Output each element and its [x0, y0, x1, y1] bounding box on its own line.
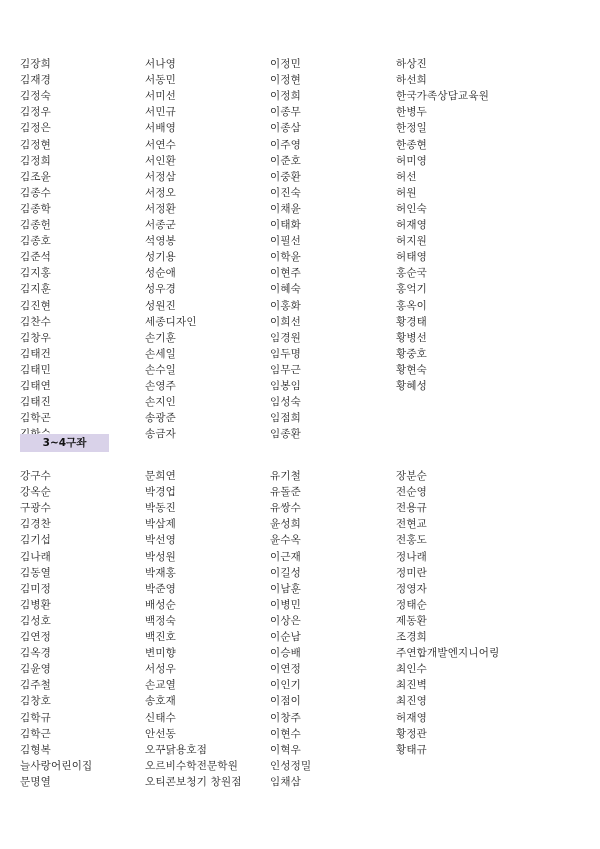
donor-name: 이근재 [270, 550, 302, 563]
donor-name: 황정관 [396, 727, 428, 740]
donor-name: 오티콘보청기 창원점 [145, 775, 242, 788]
donor-name: 박선영 [145, 534, 177, 547]
donor-name: 김병환 [20, 598, 52, 611]
donor-name: 성원진 [145, 299, 177, 312]
donor-name: 한병두 [396, 106, 428, 119]
donor-name: 이혜숙 [270, 283, 302, 296]
donor-name: 이혁우 [270, 743, 302, 756]
donor-name: 손세일 [145, 347, 177, 360]
donor-name: 인성정밀 [270, 759, 312, 772]
donor-name: 조경희 [396, 631, 428, 643]
donor-name: 유돌준 [270, 486, 302, 499]
donor-name: 이점이 [270, 695, 302, 708]
donor-name: 오르비수학전문학원 [145, 759, 239, 772]
donor-name: 배성순 [145, 598, 177, 611]
donor-name: 허지원 [396, 235, 428, 248]
donor-name: 이창주 [270, 711, 302, 724]
donor-name: 성순애 [145, 267, 177, 280]
donor-name: 김학규 [20, 711, 52, 724]
donor-name: 홍순국 [396, 267, 428, 280]
donor-name: 성우경 [145, 283, 177, 296]
donor-name: 이길성 [270, 566, 302, 579]
donor-name: 이홍화 [270, 299, 302, 312]
donor-name: 손수일 [145, 363, 177, 376]
donor-name: 김연정 [20, 631, 52, 643]
donor-name: 안선동 [145, 727, 177, 740]
donor-name: 송광준 [145, 412, 177, 425]
donor-name: 석영봉 [145, 235, 177, 248]
donor-name: 서나영 [145, 58, 177, 70]
donor-name: 최진벽 [396, 679, 428, 692]
donor-name: 이진숙 [270, 186, 302, 199]
donor-name: 이상은 [270, 614, 302, 627]
donor-name: 허태영 [396, 251, 428, 264]
donor-name: 변미향 [145, 647, 177, 660]
donor-name: 유기철 [270, 470, 302, 482]
donor-name: 이태화 [270, 219, 302, 231]
donor-name: 임경원 [270, 331, 302, 344]
donor-name: 김종호 [20, 235, 52, 248]
donor-name: 김성호 [20, 614, 52, 627]
donor-name: 김동열 [20, 566, 52, 579]
donor-name: 이희선 [270, 315, 302, 328]
donor-name: 한국가족상담교육원 [396, 90, 490, 103]
donor-name: 서성우 [145, 663, 177, 676]
donor-name: 문명열 [20, 775, 52, 788]
donor-name: 이순남 [270, 631, 302, 643]
donor-name: 김태건 [20, 347, 52, 360]
donor-name: 이종무 [270, 106, 302, 119]
donor-name: 서종군 [145, 219, 177, 231]
donor-name: 정태순 [396, 598, 428, 611]
donor-name: 김창호 [20, 695, 52, 708]
donor-name: 이채윤 [270, 202, 302, 215]
donor-name: 김재경 [20, 74, 52, 87]
donor-name: 최인수 [396, 663, 428, 676]
donor-name: 김조윤 [20, 170, 52, 183]
donor-name: 이인기 [270, 679, 302, 692]
donor-name: 임봉임 [270, 380, 302, 392]
donor-name: 이정민 [270, 58, 302, 70]
donor-name: 김정우 [20, 106, 52, 119]
donor-name: 윤수옥 [270, 534, 302, 547]
donor-name: 송금자 [145, 428, 177, 441]
donor-name: 박준영 [145, 582, 177, 595]
donor-name: 이승배 [270, 647, 302, 660]
donor-name: 김윤영 [20, 663, 52, 676]
donor-name: 김태민 [20, 363, 52, 376]
donor-name: 허미영 [396, 154, 428, 167]
donor-name: 김진현 [20, 299, 52, 312]
donor-name: 김지홍 [20, 267, 52, 280]
donor-name: 임두명 [270, 347, 302, 360]
donor-name: 늘사랑어린이집 [20, 759, 93, 772]
donor-name: 최진영 [396, 695, 428, 708]
donor-name: 임종환 [270, 428, 302, 441]
donor-name: 강옥순 [20, 486, 52, 499]
donor-name: 허재영 [396, 711, 428, 724]
donor-name: 김옥경 [20, 647, 52, 660]
donor-name: 허원 [396, 186, 417, 199]
donor-name: 정미란 [396, 566, 428, 579]
donor-name: 신태수 [145, 711, 177, 724]
donor-name: 서배영 [145, 122, 177, 135]
donor-name: 이병민 [270, 598, 302, 611]
donor-name: 한종현 [396, 138, 428, 151]
donor-name: 전용규 [396, 502, 428, 515]
donor-name: 세종디자인 [145, 315, 197, 328]
donor-name: 허인숙 [396, 202, 428, 215]
donor-name: 황태규 [396, 743, 428, 756]
donor-name: 윤성희 [270, 518, 302, 531]
donor-name: 홍억기 [396, 283, 428, 296]
donor-name: 하선희 [396, 74, 428, 87]
donor-name: 백진호 [145, 631, 177, 643]
donor-name: 이정희 [270, 90, 302, 103]
donor-name: 김창우 [20, 331, 52, 344]
donor-name: 손지인 [145, 396, 177, 409]
donor-name: 김찬수 [20, 315, 52, 328]
donor-name: 김종학 [20, 202, 52, 215]
section-header [20, 434, 109, 452]
donor-name: 김경찬 [20, 518, 52, 531]
donor-name: 박삼제 [145, 518, 177, 531]
donor-name: 이중환 [270, 170, 302, 183]
donor-name: 제동환 [396, 614, 428, 627]
donor-name: 성기용 [145, 251, 177, 264]
donor-name: 손교열 [145, 679, 177, 692]
donor-name: 김태연 [20, 380, 52, 392]
donor-name: 정나래 [396, 550, 428, 563]
donor-name: 이연정 [270, 663, 302, 676]
donor-name: 주연합개발엔지니어링 [396, 647, 500, 660]
donor-name: 황중호 [396, 347, 428, 360]
donor-name: 김태진 [20, 396, 52, 409]
donor-name: 문희연 [145, 470, 177, 482]
donor-name: 임점희 [270, 412, 302, 425]
donor-name: 백정숙 [145, 614, 177, 627]
donor-name: 이정현 [270, 74, 302, 87]
donor-name: 손기훈 [145, 331, 177, 344]
donor-name: 이주영 [270, 138, 302, 151]
donor-name: 박재홍 [145, 566, 177, 579]
donor-name: 강구수 [20, 470, 52, 482]
donor-name: 송호재 [145, 695, 177, 708]
donor-name: 허재영 [396, 219, 428, 231]
donor-name: 김학근 [20, 727, 52, 740]
donor-name: 서연수 [145, 138, 177, 151]
donor-name: 전순영 [396, 486, 428, 499]
donor-name: 서동민 [145, 74, 177, 87]
donor-name: 서정환 [145, 202, 177, 215]
donor-name: 박경업 [145, 486, 177, 499]
donor-name: 김나래 [20, 550, 52, 563]
donor-name: 장분순 [396, 470, 428, 482]
donor-name: 김정희 [20, 154, 52, 167]
donor-name: 김종수 [20, 186, 52, 199]
donor-name: 김정현 [20, 138, 52, 151]
donor-name: 한정일 [396, 122, 428, 135]
donor-name: 박성원 [145, 550, 177, 563]
donor-name: 김기섭 [20, 534, 52, 547]
section-header-label: 3~4구좌 [42, 437, 87, 449]
donor-name: 이현주 [270, 267, 302, 280]
donor-name: 김정숙 [20, 90, 52, 103]
donor-name: 황경태 [396, 315, 428, 328]
donor-name: 유쌍수 [270, 502, 302, 515]
donor-name: 이필선 [270, 235, 302, 248]
donor-name: 전홍도 [396, 534, 428, 547]
donor-name: 정영자 [396, 582, 428, 595]
donor-name: 오꾸닭용호점 [145, 743, 208, 756]
donor-name: 임무근 [270, 363, 302, 376]
donor-name: 이학윤 [270, 251, 302, 264]
donor-name: 서미선 [145, 90, 177, 103]
donor-name: 김준석 [20, 251, 52, 264]
donor-name: 이종삼 [270, 122, 302, 135]
donor-name: 김형복 [20, 743, 52, 756]
donor-name: 김주철 [20, 679, 52, 692]
donor-name: 김정은 [20, 122, 52, 135]
donor-name: 홍옥이 [396, 299, 428, 312]
donor-name: 이준호 [270, 154, 302, 167]
donor-name: 김장희 [20, 58, 52, 70]
donor-name: 김지훈 [20, 283, 52, 296]
donor-name: 서정오 [145, 186, 177, 199]
donor-name: 황혜성 [396, 380, 428, 392]
donor-name: 임채삼 [270, 775, 302, 788]
donor-name: 손영주 [145, 380, 177, 392]
donor-name: 김종헌 [20, 219, 52, 231]
donor-name: 서인환 [145, 154, 177, 167]
donor-name: 구광수 [20, 502, 52, 515]
donor-name: 서민규 [145, 106, 177, 119]
donor-name: 전현교 [396, 518, 428, 531]
donor-name: 이남훈 [270, 582, 302, 595]
donor-name: 박동진 [145, 502, 177, 515]
donor-name: 허선 [396, 170, 417, 183]
donor-name: 황병선 [396, 331, 428, 344]
donor-name: 이현수 [270, 727, 302, 740]
donor-name: 서정삼 [145, 170, 177, 183]
donor-name: 김미정 [20, 582, 52, 595]
donor-name: 김학곤 [20, 412, 52, 425]
donor-name: 임성숙 [270, 396, 302, 409]
donor-name: 황현숙 [396, 363, 428, 376]
name-row [0, 773, 600, 791]
donor-name: 하상진 [396, 58, 428, 70]
